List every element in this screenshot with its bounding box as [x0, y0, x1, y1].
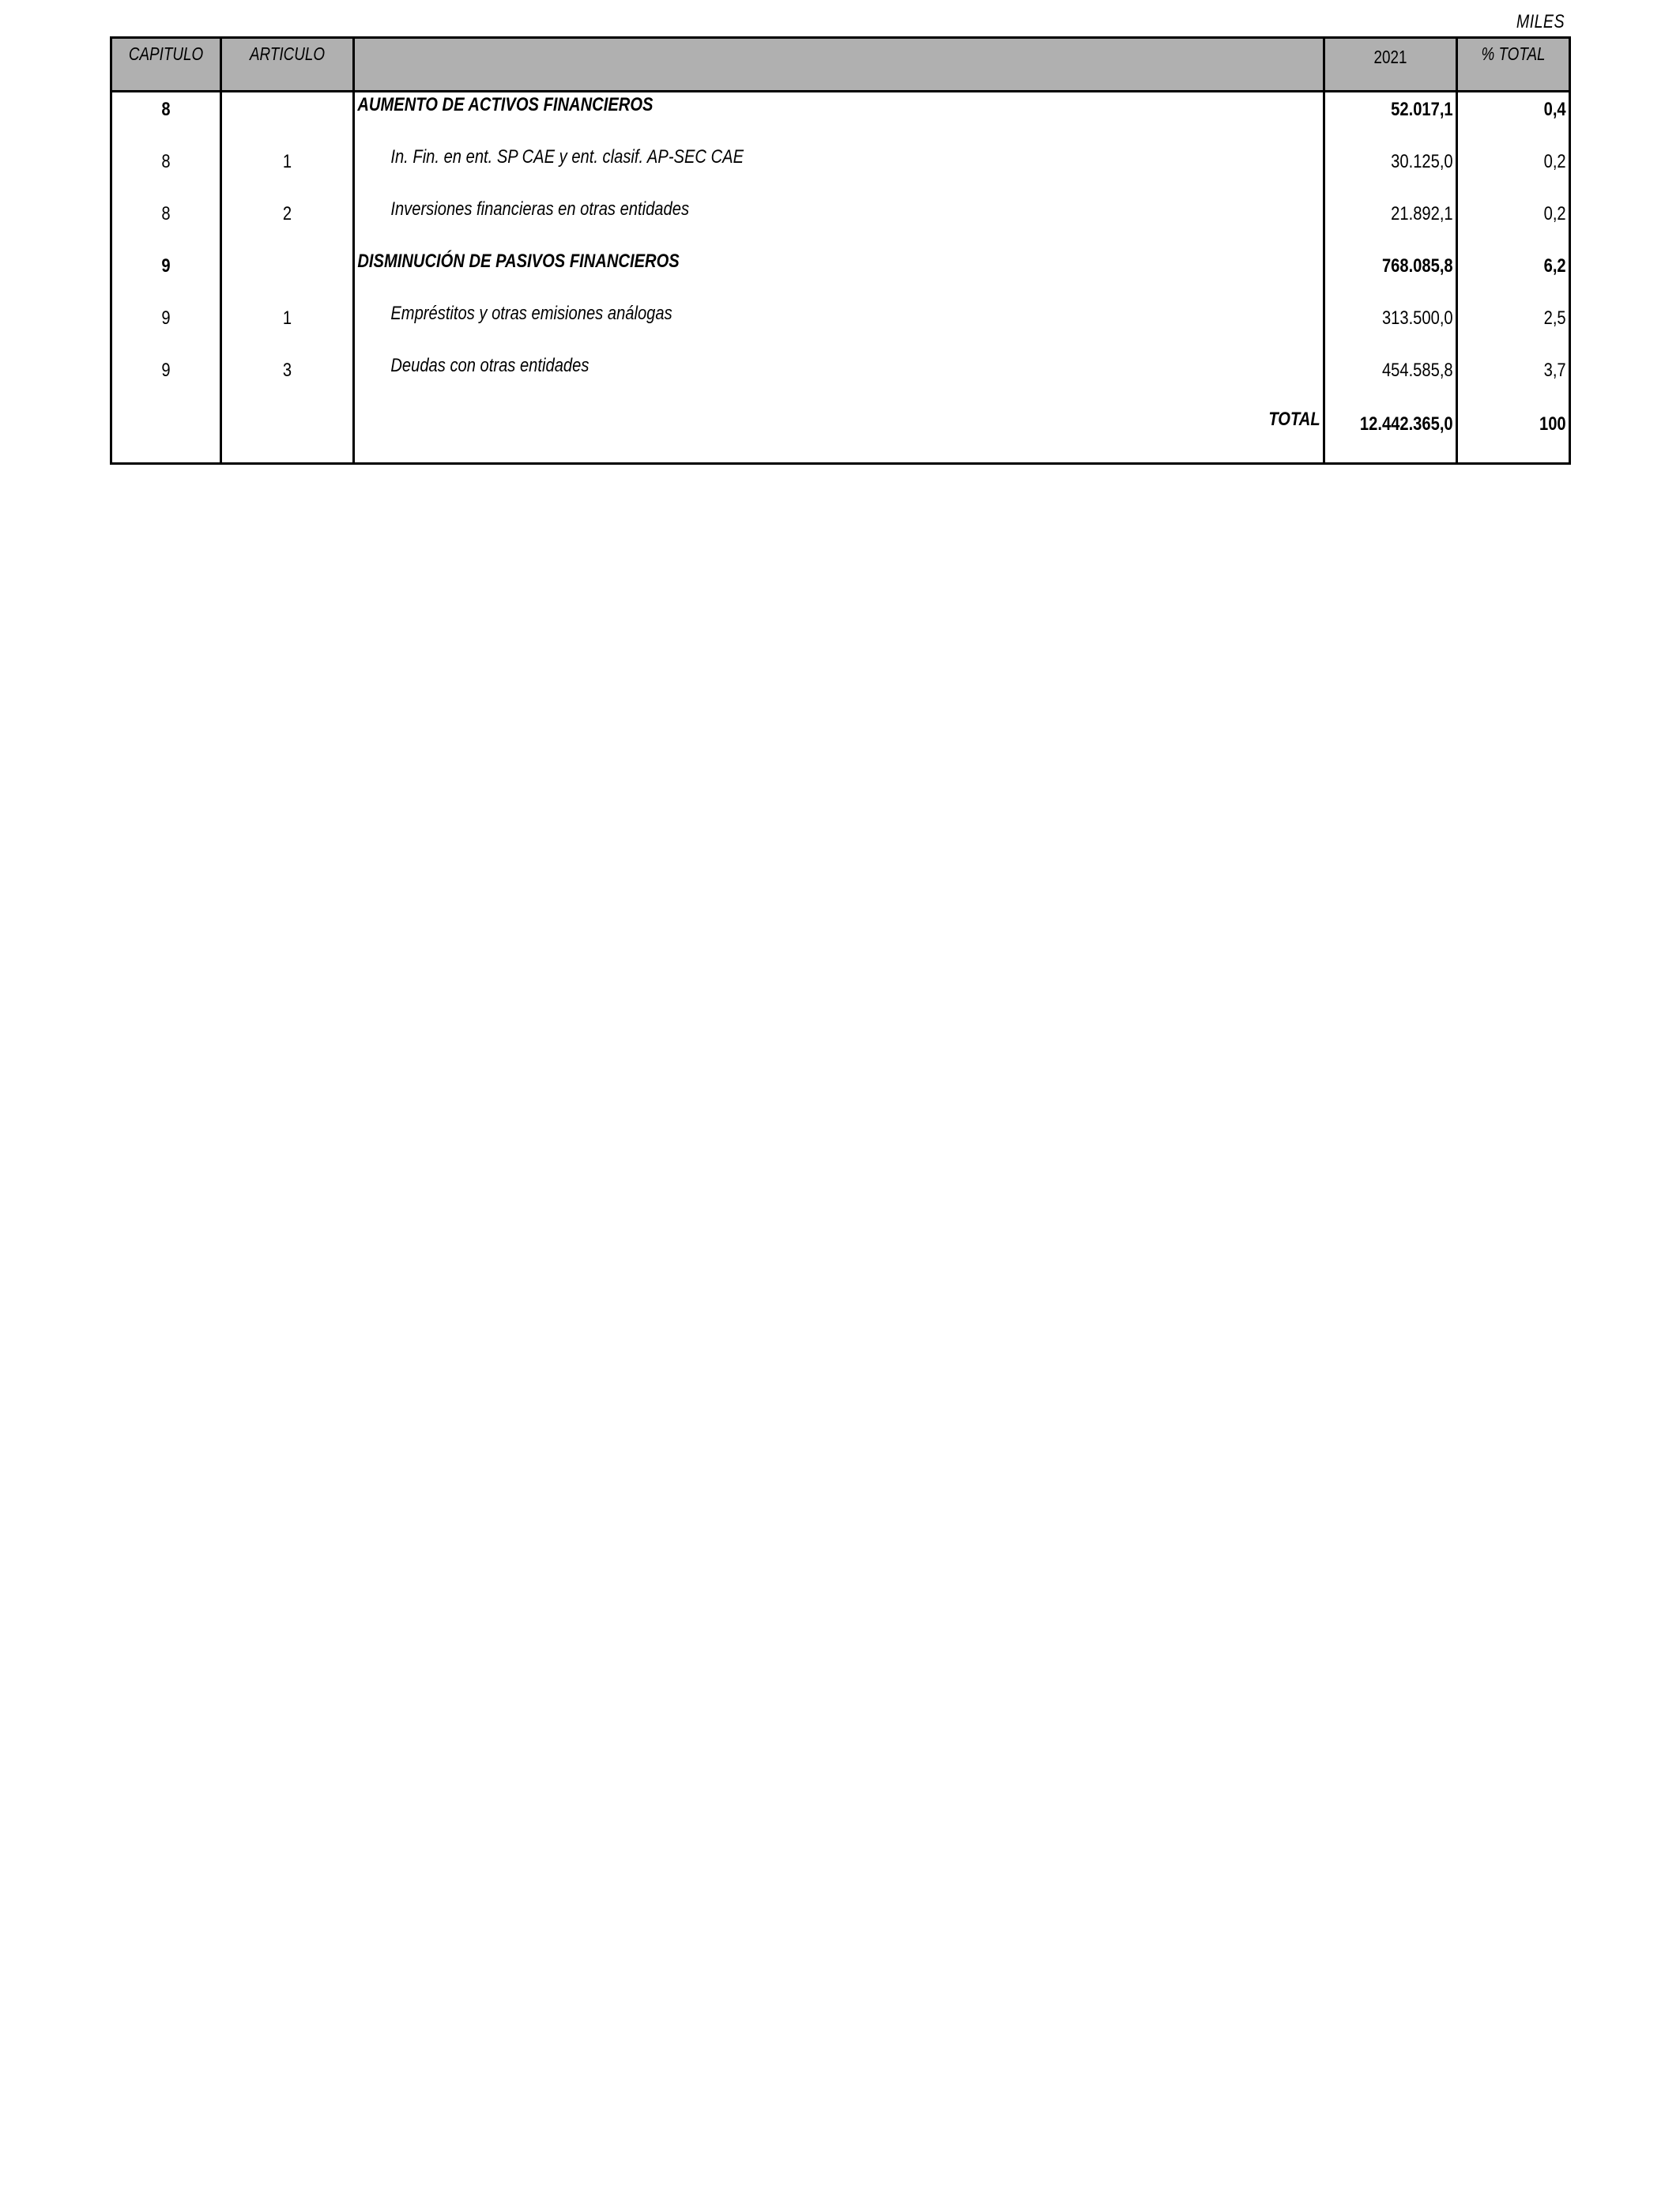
pct-cell: 0,2 — [1457, 197, 1570, 249]
header-articulo: ARTICULO — [221, 38, 354, 92]
table-row — [111, 145, 1570, 197]
amount-cell: 30.125,0 — [1324, 145, 1457, 197]
total-amount: 12.442.365,0 — [1324, 405, 1457, 464]
header-year: 2021 — [1324, 38, 1457, 92]
description-cell: In. Fin. en ent. SP CAE y ent. clasif. AP-SEC CAE — [354, 145, 1324, 197]
articulo-cell: 1 — [221, 301, 354, 353]
description-cell: Empréstitos y otras emisiones análogas — [354, 301, 1324, 353]
description-cell: Inversiones financieras en otras entidades — [354, 197, 1324, 249]
total-label: TOTAL — [354, 405, 1324, 464]
capitulo-cell: 8 — [111, 197, 221, 249]
capitulo-cell: 9 — [111, 301, 221, 353]
pct-cell: 6,2 — [1457, 249, 1570, 301]
amount-cell: 454.585,8 — [1324, 353, 1457, 405]
amount-cell: 768.085,8 — [1324, 249, 1457, 301]
table-row — [111, 197, 1570, 249]
table-row — [111, 353, 1570, 405]
articulo-cell: 3 — [221, 353, 354, 405]
pct-cell: 0,4 — [1457, 92, 1570, 145]
capitulo-cell — [111, 405, 221, 464]
table-row — [111, 249, 1570, 301]
amount-cell: 21.892,1 — [1324, 197, 1457, 249]
amount-cell: 313.500,0 — [1324, 301, 1457, 353]
articulo-cell: 1 — [221, 145, 354, 197]
total-row — [111, 405, 1570, 464]
pct-cell: 0,2 — [1457, 145, 1570, 197]
capitulo-cell: 9 — [111, 249, 221, 301]
description-cell: Deudas con otras entidades — [354, 353, 1324, 405]
units-label: MILES — [1516, 11, 1565, 32]
pct-cell: 3,7 — [1457, 353, 1570, 405]
articulo-cell — [221, 249, 354, 301]
description-cell: DISMINUCIÓN DE PASIVOS FINANCIEROS — [354, 249, 1324, 301]
pct-cell: 2,5 — [1457, 301, 1570, 353]
header-description — [354, 38, 1324, 92]
capitulo-cell: 8 — [111, 145, 221, 197]
header-pct-total: % TOTAL — [1457, 38, 1570, 92]
amount-cell: 52.017,1 — [1324, 92, 1457, 145]
capitulo-cell: 8 — [111, 92, 221, 145]
articulo-cell — [221, 405, 354, 464]
table-row — [111, 92, 1570, 145]
table-row — [111, 301, 1570, 353]
articulo-cell — [221, 92, 354, 145]
total-pct: 100 — [1457, 405, 1570, 464]
header-capitulo: CAPITULO — [111, 38, 221, 92]
articulo-cell: 2 — [221, 197, 354, 249]
capitulo-cell: 9 — [111, 353, 221, 405]
header-row — [111, 38, 1570, 92]
description-cell: AUMENTO DE ACTIVOS FINANCIEROS — [354, 92, 1324, 145]
budget-table — [110, 36, 1571, 465]
